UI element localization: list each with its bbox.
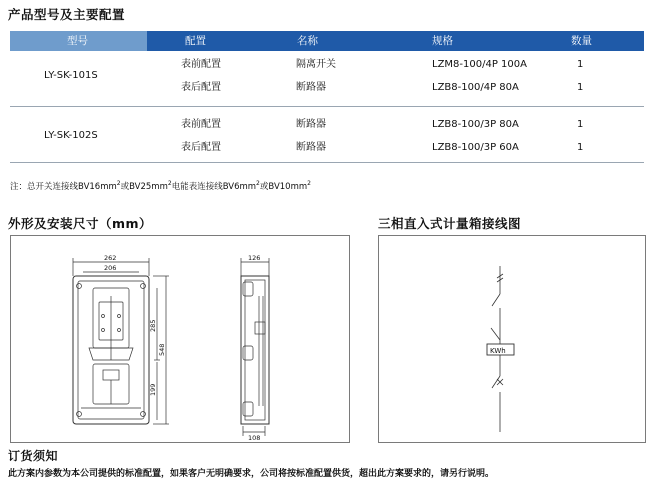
name-cell: 隔离开关 bbox=[296, 59, 336, 70]
col-header-model: 型号 bbox=[67, 35, 88, 47]
spec-cell: LZM8-100/4P 100A bbox=[432, 59, 527, 70]
col-header-qty: 数量 bbox=[571, 35, 592, 47]
order-heading: 订货须知 bbox=[8, 449, 59, 463]
wiring-heading: 三相直入式计量箱接线图 bbox=[378, 216, 522, 231]
qty-cell: 1 bbox=[577, 82, 584, 93]
dim-front-lower: 199 bbox=[149, 383, 157, 396]
superscript: 2 bbox=[307, 180, 311, 188]
dim-front-height: 548 bbox=[158, 343, 166, 356]
note-part: 注：总开关连接线BV16mm bbox=[10, 182, 117, 192]
qty-cell: 1 bbox=[577, 142, 584, 153]
config-cell: 表前配置 bbox=[181, 59, 221, 70]
spec-cell: LZB8-100/3P 80A bbox=[432, 119, 519, 130]
config-heading: 产品型号及主要配置 bbox=[8, 7, 126, 22]
config-cell: 表后配置 bbox=[181, 142, 221, 153]
spec-cell: LZB8-100/3P 60A bbox=[432, 142, 519, 153]
name-cell: 断路器 bbox=[296, 82, 326, 93]
note-part: 或BV25mm bbox=[120, 182, 168, 192]
model-cell: LY-SK-101S bbox=[44, 70, 98, 81]
model-cell: LY-SK-102S bbox=[44, 130, 98, 141]
meter-label: KWh bbox=[490, 347, 506, 355]
qty-cell: 1 bbox=[577, 59, 584, 70]
name-cell: 断路器 bbox=[296, 119, 326, 130]
dimensions-panel bbox=[10, 235, 350, 443]
col-header-name: 名称 bbox=[297, 35, 318, 47]
dim-front-width: 262 bbox=[104, 254, 117, 262]
dimensions-drawing bbox=[11, 236, 349, 442]
dim-front-inner-width: 206 bbox=[104, 264, 117, 272]
dim-side-top: 126 bbox=[248, 254, 261, 262]
table-header bbox=[10, 31, 644, 51]
row-divider bbox=[10, 162, 644, 163]
wiring-diagram bbox=[379, 236, 645, 442]
note-part: 电能表连接线BV6mm bbox=[171, 182, 257, 192]
superscript: 2 bbox=[167, 180, 172, 188]
order-text: 此方案内参数为本公司提供的标准配置，如果客户无明确要求，公司将按标准配置供货，超出此方案要求的，请另行说明。 bbox=[8, 469, 495, 479]
note-part: 或BV10mm bbox=[259, 182, 308, 192]
wiring-panel bbox=[378, 235, 646, 443]
name-cell: 断路器 bbox=[296, 142, 326, 153]
row-divider bbox=[10, 106, 644, 107]
wiring-note bbox=[10, 180, 311, 192]
spec-cell: LZB8-100/4P 80A bbox=[432, 82, 519, 93]
col-header-config: 配置 bbox=[185, 35, 206, 47]
header-rest-bg bbox=[147, 31, 644, 51]
col-header-spec: 规格 bbox=[432, 35, 453, 47]
superscript: 2 bbox=[256, 180, 260, 188]
config-cell: 表后配置 bbox=[181, 82, 221, 93]
dim-side-bottom: 108 bbox=[248, 434, 261, 442]
dim-front-upper: 285 bbox=[149, 319, 157, 332]
dimensions-heading: 外形及安装尺寸（mm） bbox=[8, 216, 153, 231]
superscript: 2 bbox=[116, 180, 121, 188]
config-cell: 表前配置 bbox=[181, 119, 221, 130]
qty-cell: 1 bbox=[577, 119, 584, 130]
